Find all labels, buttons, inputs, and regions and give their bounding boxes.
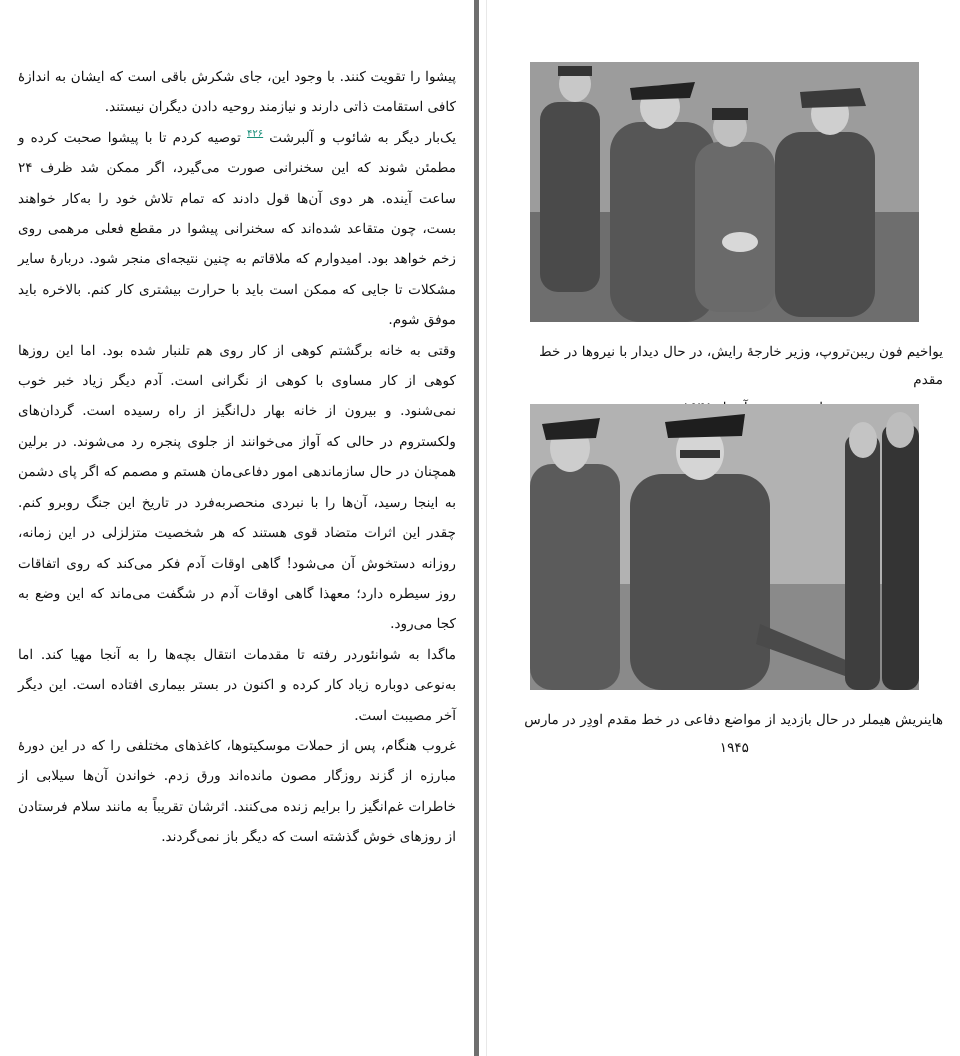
paragraph-1: پیشوا را تقویت کنند. با وجود این، جای شکرش باقی است که ایشان به اندازهٔ کافی استقامت ذاتی دارند و نیازمند روحیه دادن دیگران نیستند. [18,69,456,116]
caption-2-line-2: ۱۹۴۵ [719,740,749,756]
paragraph-2 [18,123,456,336]
body-text [18,62,456,853]
paragraph-4: ماگدا به شوانئوردر رفته تا مقدمات انتقال بچه‌ها را به آنجا مهیا کند. اما به‌نوعی دوباره زیاد کار کرده و اکنون در بستر بیماری افتاده است. این دیگر آخر مصیبت است. [18,646,456,724]
paragraph-5: غروب هنگام، پس از حملات موسکیتوها، کاغذهای مختلفی را که در این دورهٔ مبارزه از گزند روزگار مصون مانده‌اند ورق زدم. خواندن آن‌ها سیلابی از خاطرات غم‌انگیز را برایم زنده می‌کنند. اثرشان تقریباً به مانند سلام فرستادن از روزهای خوش گذشته است که دیگر باز نمی‌گردند. [18,737,456,846]
caption-1-line-1: یواخیم فون ریبن‌تروپ، وزیر خارجهٔ رایش، در حال دیدار با نیروها در خط مقدم [539,344,943,388]
left-page [0,0,474,1056]
photo-2-illustration [530,404,919,690]
photo-1-illustration [530,62,919,322]
photo-himmler [530,404,919,690]
caption-himmler [507,706,943,762]
paragraph-3: وقتی به خانه برگشتم کوهی از کار روی هم تلنبار شده بود. اما این روزها کوهی از کار مساوی با کوهی از نگرانی است. آدم دیگر زیاد خبر خوب نمی‌شنود. و بیرون از خانه بهار دل‌انگیز از راه رسیده است. گردان‌های ولکستروم در حالی که آواز می‌خوانند از جلوی پنجره رد می‌شوند. در برلین همچنان در حال سازماندهی امور دفاعی‌مان هستم و مصمم که اگر پای دشمن به اینجا رسید، آن‌ها را با نبردی منحصربه‌فرد در تاریخ این جنگ روبرو کنم. چقدر این اثرات متضاد قوی هستند که هر شخصیت متزلزلی در این زمانه، روزانه دستخوش آن می‌شود! گاهی اوقات آدم فکر می‌کند که روی اتفاقات روز سیطره دارد؛ معهذا گاهی اوقات آدم در شگفت می‌ماند که این وضع به کجا می‌رود. [18,342,456,633]
gutter-divider [475,0,479,1056]
paragraph-2-body: توصیه کردم تا با پیشوا صحبت کرده و مطمئن شوند که این سخنرانی صورت می‌گیرد، اگر ممکن شد ظرف ۲۴ ساعت آینده. هر دوی آن‌ها قول دادند که تمام تلاش خود را به‌کار خواهند بست، چون متقاعد شده‌اند که سخنرانی پیشوا در مقطع فعلی مرهمی روی زخم خواهد بود. امیدوارم که ملاقاتم به چنین نتیجه‌ای منجر شود. دربارهٔ سایر مشکلات تا جایی که ممکن است باید با حرارت بیشتری کار کنم. بالاخره باید موفق شوم. [18,129,456,329]
right-page [487,0,960,1056]
caption-2-line-1: هاینریش هیملر در حال بازدید از مواضع دفاعی در خط مقدم اودِر در مارس [524,712,943,728]
footnote-link[interactable]: ۴۲۶ [247,128,264,140]
photo-ribbentrop [530,62,919,322]
paragraph-2-lead: یک‌بار دیگر به شائوب و آلبرشت [269,129,456,146]
